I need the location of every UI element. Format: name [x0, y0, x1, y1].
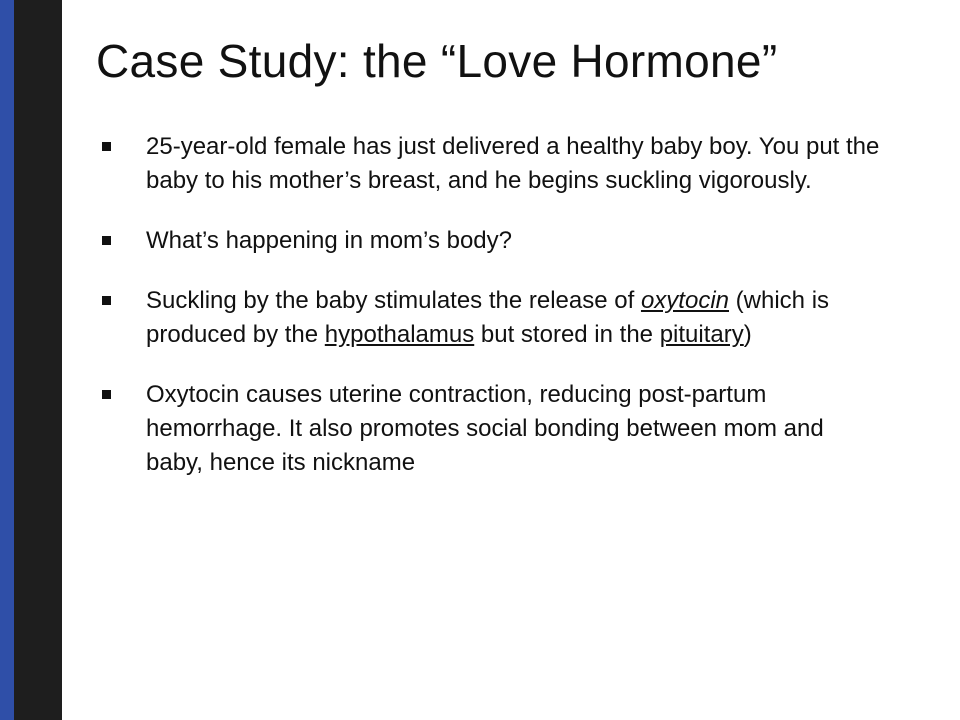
bullet-item: [100, 224, 880, 258]
square-bullet-icon: [102, 296, 111, 305]
term-pituitary: pituitary: [659, 321, 744, 348]
bullet-list: [100, 130, 880, 506]
bullet-text-part: (which is produced by the: [146, 287, 830, 348]
bullet-text-part: but stored in the: [474, 321, 660, 348]
bullet-text-part: Suckling by the baby stimulates the release of: [146, 287, 641, 314]
bullet-item: [100, 130, 880, 198]
square-bullet-icon: [102, 142, 111, 151]
bullet-text: 25-year-old female has just delivered a healthy baby boy. You put the baby to his mother’s breast, and he begins suckling vigorously.: [146, 133, 880, 194]
square-bullet-icon: [102, 390, 111, 399]
square-bullet-icon: [102, 236, 111, 245]
accent-bar-dark: [14, 0, 62, 720]
bullet-item: [100, 284, 880, 352]
bullet-text: Oxytocin causes uterine contraction, reducing post-partum hemorrhage. It also promotes social bonding between mom and baby, hence its nickname: [146, 381, 824, 476]
bullet-text-part: ): [743, 321, 752, 348]
accent-bar-blue: [0, 0, 14, 720]
slide-title: Case Study: the “Love Hormone”: [96, 35, 778, 87]
term-oxytocin: oxytocin: [640, 287, 729, 314]
bullet-item: [100, 378, 880, 480]
term-hypothalamus: hypothalamus: [324, 321, 475, 348]
bullet-text: What’s happening in mom’s body?: [146, 227, 512, 254]
